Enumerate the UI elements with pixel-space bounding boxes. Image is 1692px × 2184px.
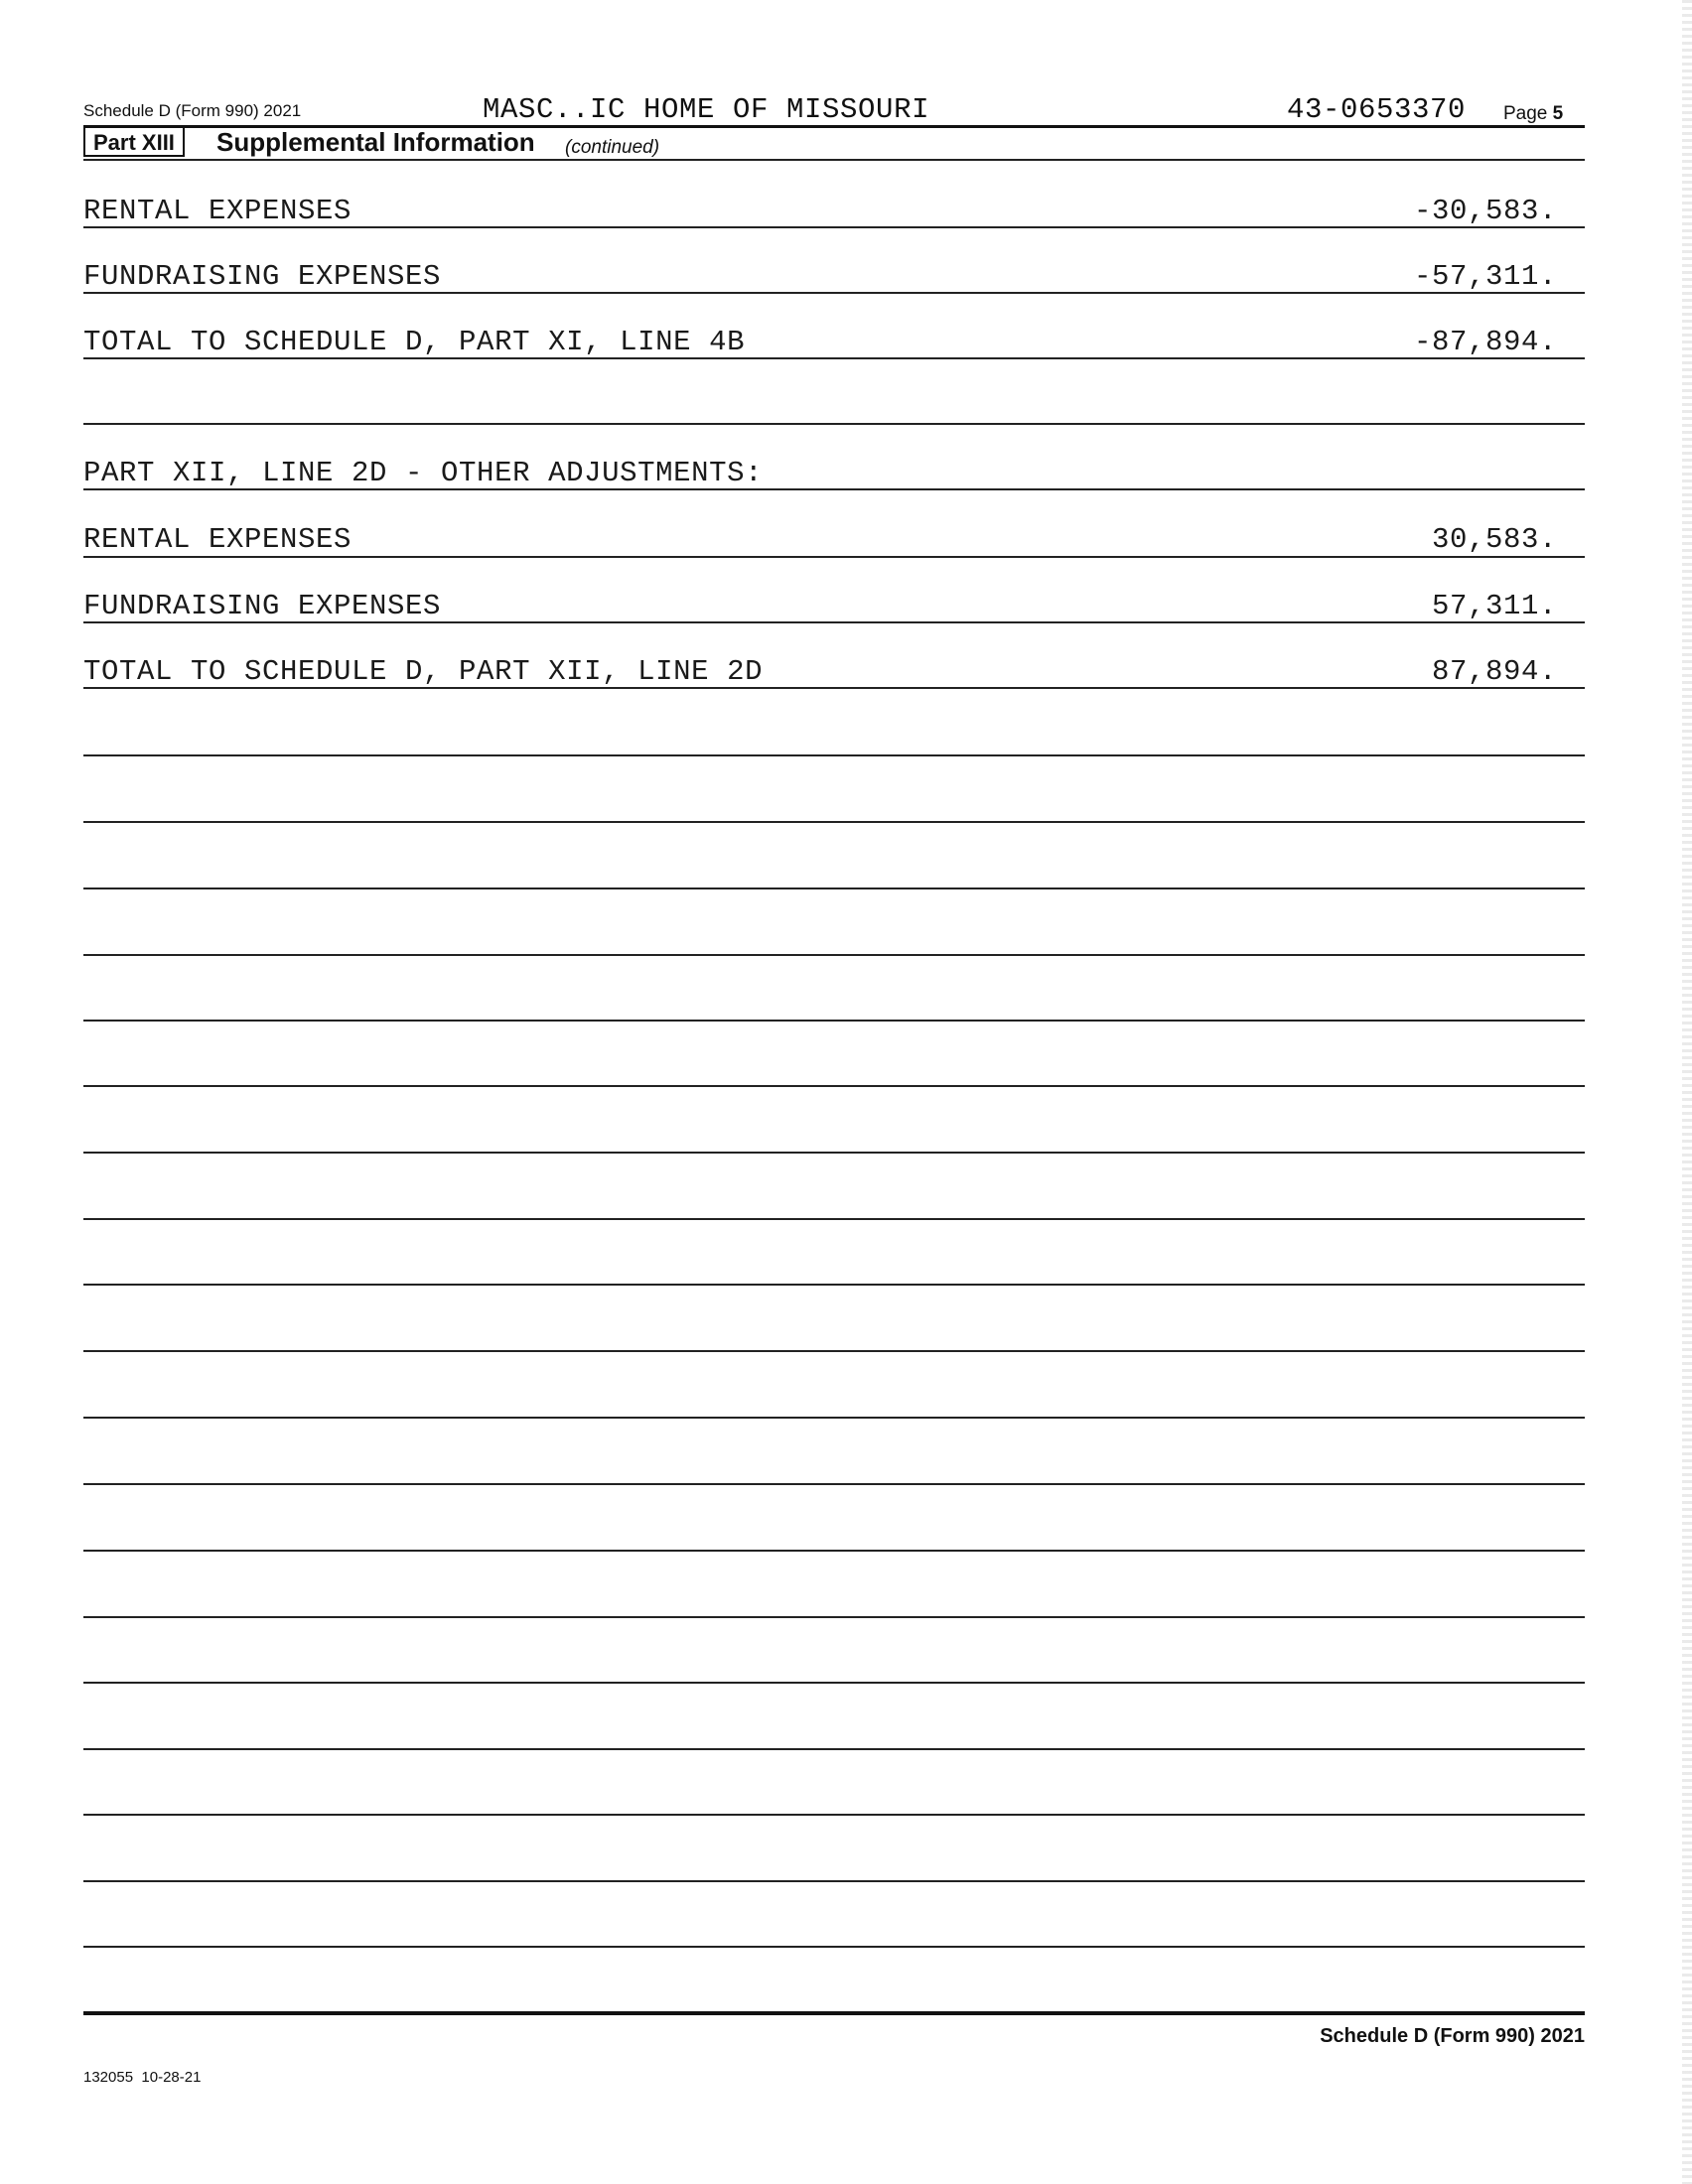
- line-rule: [83, 423, 1585, 425]
- blank-rule: [83, 1880, 1585, 1882]
- blank-rule: [83, 887, 1585, 889]
- blank-rule: [83, 1550, 1585, 1552]
- form-name: Schedule D (Form 990) 2021: [83, 101, 302, 120]
- blank-rule: [83, 1417, 1585, 1419]
- ein: 43-0653370: [1287, 93, 1467, 126]
- part-rule: [83, 159, 1585, 161]
- part-title: Supplemental Information: [216, 127, 535, 157]
- line-rule: [83, 621, 1585, 623]
- line-rule: [83, 292, 1585, 294]
- blank-rule: [83, 1483, 1585, 1485]
- line-text: RENTAL EXPENSES: [83, 523, 352, 556]
- line-text: TOTAL TO SCHEDULE D, PART XI, LINE 4B: [83, 326, 746, 358]
- page-label: [1503, 103, 1563, 125]
- line-amount: 30,583.: [1431, 523, 1557, 556]
- part-qualifier: (continued): [565, 137, 660, 158]
- page-label-text: Page: [1503, 103, 1548, 124]
- line-amount: -57,311.: [1413, 260, 1557, 293]
- blank-rule: [83, 1748, 1585, 1750]
- line-amount: 87,894.: [1431, 655, 1557, 688]
- footer-code: 132055 10-28-21: [83, 2069, 202, 2086]
- line-amount: 57,311.: [1431, 590, 1557, 622]
- line-rule: [83, 357, 1585, 359]
- blank-rule: [83, 1350, 1585, 1352]
- scan-edge: [1682, 0, 1692, 2184]
- line-text: RENTAL EXPENSES: [83, 195, 352, 227]
- line-text: PART XII, LINE 2D - OTHER ADJUSTMENTS:: [83, 457, 764, 489]
- footer-rule: [83, 2011, 1585, 2015]
- line-rule: [83, 488, 1585, 490]
- blank-rule: [83, 1152, 1585, 1154]
- blank-rule: [83, 954, 1585, 956]
- blank-rule: [83, 1814, 1585, 1816]
- line-rule: [83, 556, 1585, 558]
- line-text: FUNDRAISING EXPENSES: [83, 590, 442, 622]
- blank-rule: [83, 754, 1585, 756]
- blank-rule: [83, 1946, 1585, 1948]
- blank-rule: [83, 1020, 1585, 1022]
- line-text: TOTAL TO SCHEDULE D, PART XII, LINE 2D: [83, 655, 764, 688]
- blank-rule: [83, 821, 1585, 823]
- blank-rule: [83, 1085, 1585, 1087]
- footer-form-name: Schedule D (Form 990) 2021: [1320, 2025, 1585, 2047]
- line-rule: [83, 687, 1585, 689]
- blank-rule: [83, 1682, 1585, 1684]
- line-amount: -87,894.: [1413, 326, 1557, 358]
- line-text: FUNDRAISING EXPENSES: [83, 260, 442, 293]
- blank-rule: [83, 1284, 1585, 1286]
- part-label: Part XIII: [83, 125, 185, 157]
- page-number: 5: [1552, 103, 1564, 124]
- blank-rule: [83, 1218, 1585, 1220]
- line-amount: -30,583.: [1413, 195, 1557, 227]
- blank-rule: [83, 1616, 1585, 1618]
- line-rule: [83, 226, 1585, 228]
- organization-name: MASC..IC HOME OF MISSOURI: [483, 93, 930, 126]
